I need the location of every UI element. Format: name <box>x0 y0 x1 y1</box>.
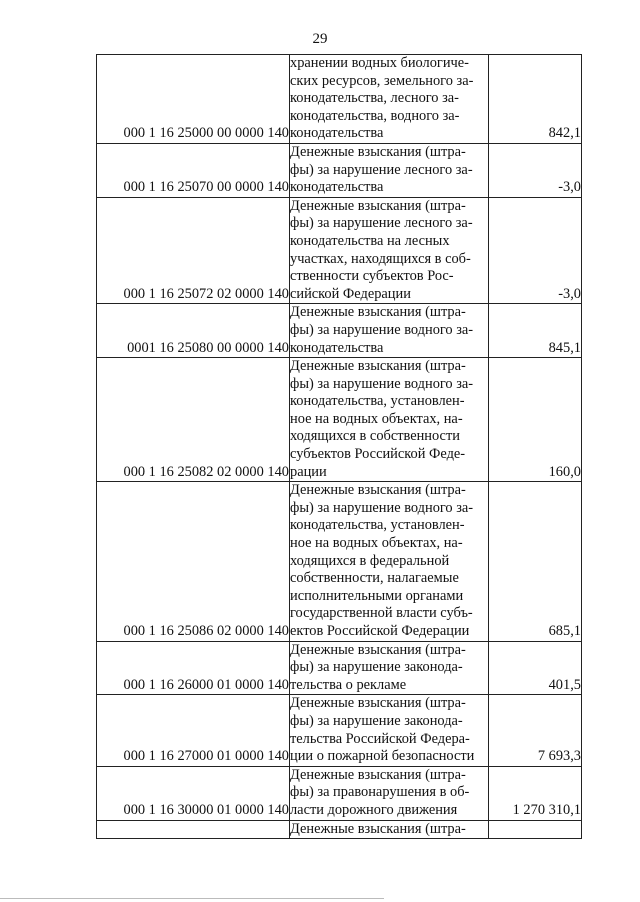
description-line: субъектов Российской Феде- <box>290 446 466 463</box>
classification-code: 000 1 16 26000 01 0000 140 <box>97 641 290 695</box>
classification-code: 000 1 16 25070 00 0000 140 <box>97 143 290 197</box>
description-line: фы) за нарушение водного за- <box>290 321 474 338</box>
description-line: конодательства, установлен- <box>290 393 465 410</box>
description-line: Денежные взыскания (штра- <box>290 695 466 712</box>
description-line: Денежные взыскания (штра- <box>290 641 466 658</box>
table-body <box>97 55 582 839</box>
amount: -3,0 <box>489 143 582 197</box>
income-description <box>290 197 489 304</box>
description-line: тельства о рекламе <box>290 676 407 693</box>
description-line: фы) за нарушение лесного за- <box>290 161 473 178</box>
description-line: ное на водных объектах, на- <box>290 535 463 552</box>
description-line: хранении водных биологиче- <box>290 55 469 71</box>
income-description <box>290 55 489 144</box>
income-description <box>290 766 489 820</box>
amount: 160,0 <box>489 358 582 482</box>
classification-code: 000 1 16 25072 02 0000 140 <box>97 197 290 304</box>
description-line: собственности, налагаемые <box>290 570 459 587</box>
classification-code <box>97 820 290 839</box>
amount: 842,1 <box>489 55 582 144</box>
table-row <box>97 820 582 839</box>
scan-edge-line <box>0 898 384 899</box>
description-line: ских ресурсов, земельного за- <box>290 72 474 89</box>
table-row <box>97 143 582 197</box>
income-description <box>290 695 489 766</box>
income-description <box>290 304 489 358</box>
table-row <box>97 304 582 358</box>
classification-code: 000 1 16 25082 02 0000 140 <box>97 358 290 482</box>
description-line: конодательства <box>290 179 384 196</box>
table-row <box>97 197 582 304</box>
description-line: тельства Российской Федера- <box>290 730 470 747</box>
income-description <box>290 358 489 482</box>
description-line: фы) за правонарушения в об- <box>290 784 470 801</box>
table-row <box>97 358 582 482</box>
description-line: конодательства, лесного за- <box>290 90 459 107</box>
description-line: конодательства на лесных <box>290 232 450 249</box>
description-line: исполнительными органами <box>290 587 464 604</box>
description-line: конодательства, установлен- <box>290 517 465 534</box>
income-description <box>290 143 489 197</box>
description-line: Денежные взыскания (штра- <box>290 304 466 321</box>
table-row <box>97 766 582 820</box>
description-line: ласти дорожного движения <box>290 801 458 818</box>
description-line: фы) за нарушение лесного за- <box>290 215 473 232</box>
table-row <box>97 695 582 766</box>
income-description <box>290 482 489 641</box>
description-line: Денежные взыскания (штра- <box>290 143 466 160</box>
description-line: участках, находящихся в соб- <box>290 250 471 267</box>
classification-code: 000 1 16 25000 00 0000 140 <box>97 55 290 144</box>
classification-code: 000 1 16 25086 02 0000 140 <box>97 482 290 641</box>
description-line: Денежные взыскания (штра- <box>290 197 466 214</box>
description-line: рации <box>290 463 327 480</box>
description-line: Денежные взыскания (штра- <box>290 482 466 499</box>
description-line: фы) за нарушение законода- <box>290 659 463 676</box>
description-line: фы) за нарушение законода- <box>290 712 463 729</box>
classification-code: 0001 16 25080 00 0000 140 <box>97 304 290 358</box>
amount: 401,5 <box>489 641 582 695</box>
description-line: фы) за нарушение водного за- <box>290 375 474 392</box>
description-line: ектов Российской Федерации <box>290 623 470 639</box>
amount: 685,1 <box>489 482 582 641</box>
classification-code: 000 1 16 27000 01 0000 140 <box>97 695 290 766</box>
description-line: ходящихся в собственности <box>290 428 460 445</box>
description-line: конодательства <box>290 125 384 142</box>
description-line: ходящихся в федеральной <box>290 552 450 569</box>
budget-table <box>96 54 582 839</box>
description-line: Денежные взыскания (штра- <box>290 766 466 783</box>
description-line: сийской Федерации <box>290 285 411 302</box>
table-row <box>97 482 582 641</box>
amount <box>489 820 582 839</box>
amount: 1 270 310,1 <box>489 766 582 820</box>
description-line: конодательства <box>290 339 384 356</box>
classification-code: 000 1 16 30000 01 0000 140 <box>97 766 290 820</box>
amount: 845,1 <box>489 304 582 358</box>
amount: 7 693,3 <box>489 695 582 766</box>
description-line: ное на водных объектах, на- <box>290 410 463 427</box>
description-line: ственности субъектов Рос- <box>290 268 454 285</box>
income-description <box>290 820 489 839</box>
description-line: фы) за нарушение водного за- <box>290 499 474 516</box>
description-line: ции о пожарной безопасности <box>290 748 475 765</box>
description-line: конодательства, водного за- <box>290 107 460 124</box>
table-row <box>97 641 582 695</box>
income-description <box>290 641 489 695</box>
description-line: Денежные взыскания (штра- <box>290 820 466 837</box>
page-number: 29 <box>312 31 328 47</box>
amount: -3,0 <box>489 197 582 304</box>
description-line: Денежные взыскания (штра- <box>290 358 466 375</box>
table-row <box>97 55 582 144</box>
description-line: государственной власти субъ- <box>290 605 473 622</box>
